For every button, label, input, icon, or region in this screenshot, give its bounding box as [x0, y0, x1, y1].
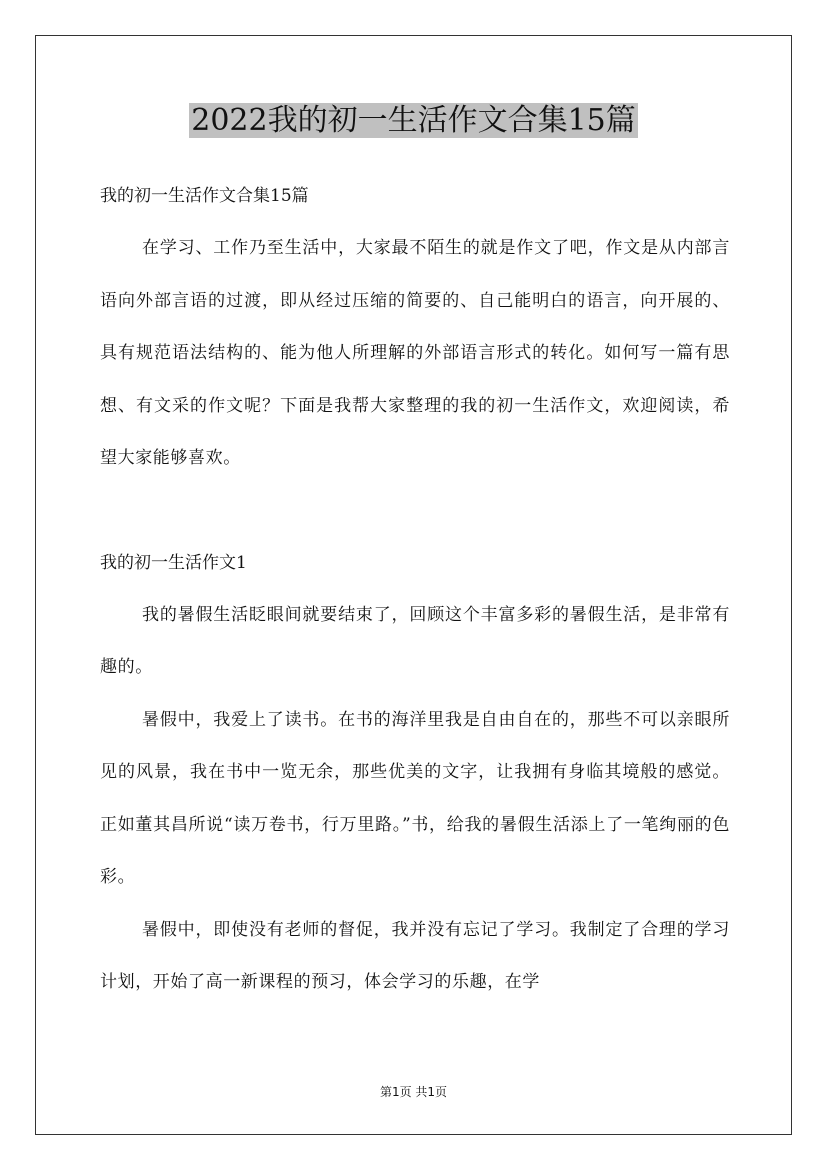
paragraph-gap [100, 485, 730, 537]
document-title [0, 100, 827, 142]
page-number: 第1页 共1页 [379, 1085, 448, 1099]
body-paragraph: 我的暑假生活眨眼间就要结束了，回顾这个丰富多彩的暑假生活，是非常有趣的。 [100, 604, 730, 677]
document-body [100, 170, 730, 1009]
subtitle: 我的初一生活作文合集15篇 [100, 186, 309, 206]
body-paragraph: 暑假中，我爱上了读书。在书的海洋里我是自由自在的，那些不可以亲眼所见的风景，我在书中一览无余，那些优美的文字，让我拥有身临其境般的感觉。正如董其昌所说“读万卷书，行万里路。”书，给我的暑假生活添上了一笔绚丽的色彩。 [100, 709, 730, 887]
intro-paragraph: 在学习、工作乃至生活中，大家最不陌生的就是作文了吧，作文是从内部言语向外部言语的过渡，即从经过压缩的简要的、自己能明白的语言，向开展的、具有规范语法结构的、能为他人所理解的外部语言形式的转化。如何写一篇有思想、有文采的作文呢？下面是我帮大家整理的我的初一生活作文，欢迎阅读，希望大家能够喜欢。 [100, 238, 730, 468]
body-paragraph: 暑假中，即使没有老师的督促，我并没有忘记了学习。我制定了合理的学习计划，开始了高一新课程的预习，体会学习的乐趣，在学 [100, 919, 730, 992]
title-text: 2022我的初一生活作文合集15篇 [191, 103, 636, 138]
section-heading: 我的初一生活作文1 [100, 552, 247, 573]
page-footer [0, 1084, 827, 1100]
